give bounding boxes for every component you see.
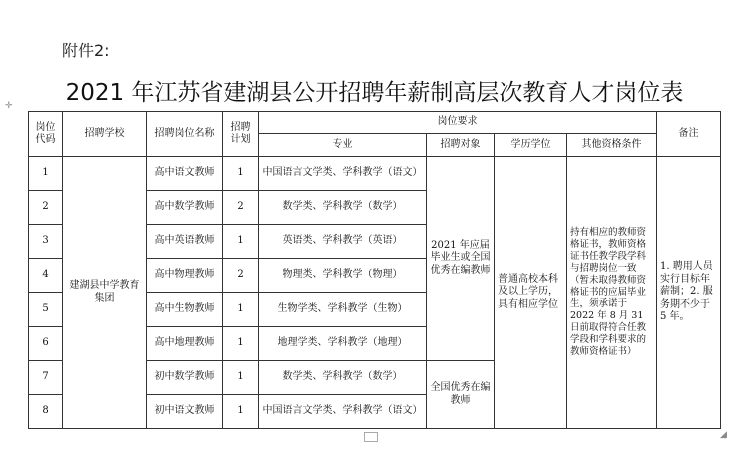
header-remark: 备注 — [657, 112, 721, 157]
row-post: 初中数学教师 — [147, 361, 223, 395]
row-code: 8 — [29, 395, 63, 429]
row-plan: 1 — [223, 327, 259, 361]
row-major: 地理学类、学科教学（地理） — [259, 327, 427, 361]
row-major: 中国语言文学类、学科教学（语文） — [259, 157, 427, 191]
row-major: 物理类、学科教学（物理） — [259, 259, 427, 293]
header-row-1 — [29, 112, 721, 134]
target-group-2: 全国优秀在编教师 — [427, 361, 495, 429]
header-degree: 学历学位 — [495, 134, 567, 157]
table-row — [29, 157, 721, 191]
attachment-label: 附件2: — [62, 41, 110, 60]
row-code: 6 — [29, 327, 63, 361]
row-post: 高中地理教师 — [147, 327, 223, 361]
row-plan: 1 — [223, 157, 259, 191]
row-plan: 2 — [223, 191, 259, 225]
header-code: 岗位代码 — [29, 112, 63, 157]
row-major: 中国语言文学类、学科教学（语文） — [259, 395, 427, 429]
row-plan: 1 — [223, 395, 259, 429]
row-major: 英语类、学科教学（英语） — [259, 225, 427, 259]
header-school: 招聘学校 — [63, 112, 147, 157]
row-code: 4 — [29, 259, 63, 293]
row-code: 7 — [29, 361, 63, 395]
row-plan: 2 — [223, 259, 259, 293]
row-post: 高中生物教师 — [147, 293, 223, 327]
row-post: 高中物理教师 — [147, 259, 223, 293]
row-plan: 1 — [223, 225, 259, 259]
row-post: 高中数学教师 — [147, 191, 223, 225]
target-group-1: 2021 年应届毕业生或全国优秀在编教师 — [427, 157, 495, 361]
row-code: 2 — [29, 191, 63, 225]
row-post: 高中语文教师 — [147, 157, 223, 191]
header-plan: 招聘计划 — [223, 112, 259, 157]
row-plan: 1 — [223, 361, 259, 395]
row-post: 高中英语教师 — [147, 225, 223, 259]
page-title: 2021 年江苏省建湖县公开招聘年薪制高层次教育人才岗位表 — [65, 80, 684, 106]
header-post: 招聘岗位名称 — [147, 112, 223, 157]
degree-cell: 普通高校本科及以上学历，具有相应学位 — [495, 157, 567, 429]
header-target: 招聘对象 — [427, 134, 495, 157]
remark-cell: 1. 聘用人员实行目标年薪制；2. 服务期不少于 5 年。 — [657, 157, 721, 429]
row-code: 1 — [29, 157, 63, 191]
row-code: 3 — [29, 225, 63, 259]
positions-table — [28, 111, 721, 429]
page-break-mark — [364, 432, 378, 442]
row-plan: 1 — [223, 293, 259, 327]
table-move-handle-icon[interactable]: ✛ — [5, 101, 13, 111]
row-major: 生物学类、学科教学（生物） — [259, 293, 427, 327]
row-code: 5 — [29, 293, 63, 327]
header-major: 专业 — [259, 134, 427, 157]
school-cell: 建湖县中学教育集团 — [63, 157, 147, 429]
other-conditions-cell: 持有相应的教师资格证书，教师资格证书任教学段学科与招聘岗位一致（暂未取得教师资格证书的应届毕业生，须承诺于 2022 年 8 月 31 日前取得符合任教学段和学科要求的教师资格证书） — [567, 157, 657, 429]
header-other: 其他资格条件 — [567, 134, 657, 157]
row-major: 数学类、学科教学（数学） — [259, 191, 427, 225]
row-major: 数学类、学科教学（数学） — [259, 361, 427, 395]
row-post: 初中语文教师 — [147, 395, 223, 429]
table-resize-handle-icon[interactable]: ◢ — [720, 430, 727, 440]
header-requirements: 岗位要求 — [259, 112, 657, 134]
